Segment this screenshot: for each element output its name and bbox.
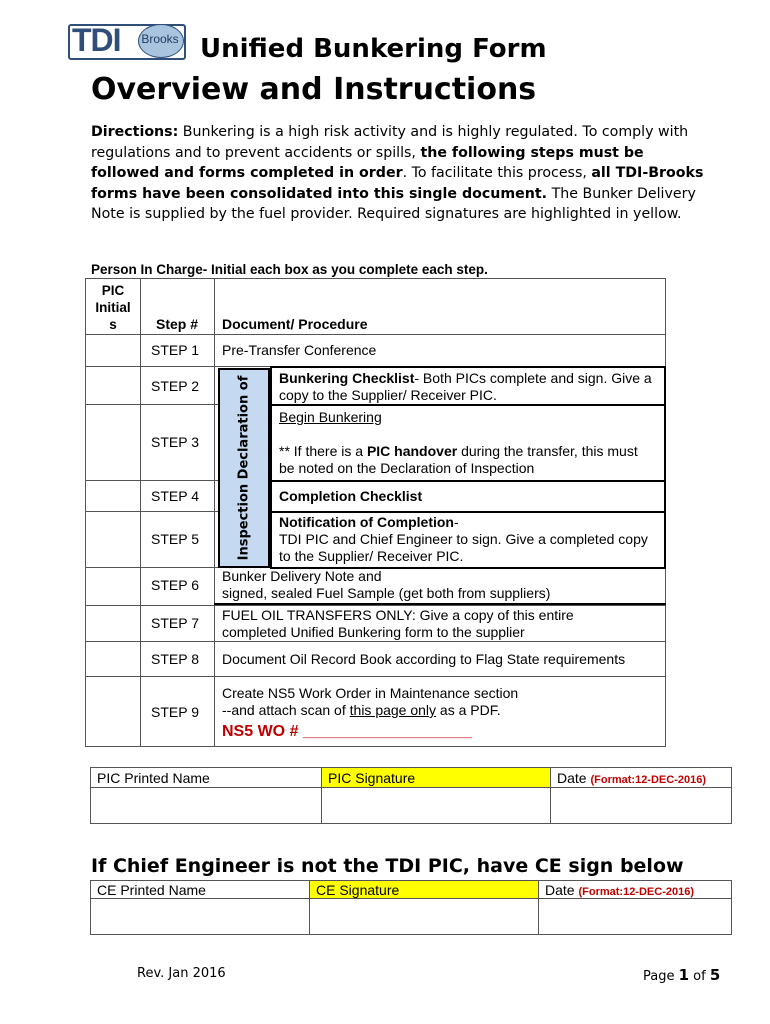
col-header-pic: PIC Initial s — [95, 283, 131, 332]
pic-initial-box-step-7[interactable] — [86, 606, 140, 641]
step-4-doc: Completion Checklist — [279, 488, 423, 504]
form-subtitle: Overview and Instructions — [91, 72, 537, 107]
ce-name-header: CE Printed Name — [91, 881, 310, 899]
ce-date-field[interactable] — [539, 899, 732, 935]
ce-name-field[interactable] — [91, 899, 310, 935]
step-label: STEP 8 — [151, 651, 199, 667]
pic-instruction: Person In Charge- Initial each box as you complete each step. — [91, 262, 488, 277]
pic-date-header: Date (Format:12-DEC-2016) — [551, 768, 732, 788]
step-label: STEP 7 — [151, 615, 199, 631]
step-3-doc-handover: ** If there is a PIC handover during the transfer, this must be noted on the Declaration of Inspection — [279, 443, 638, 476]
logo-text-tdi: TDI — [72, 22, 121, 58]
ce-signature-header: CE Signature — [310, 881, 539, 899]
directions-label: Directions: — [91, 124, 179, 140]
directions-text-1: Bunkering is a high risk activity and is highly regulated. To comply with regulations and to prevent accidents or spills, — [91, 124, 689, 161]
pic-signature-table — [90, 767, 732, 824]
directions-bold-1: the following steps must be followed and forms completed in order — [91, 144, 644, 182]
pic-initial-box-step-1[interactable] — [86, 335, 140, 366]
directions-text-2: . To facilitate this process, — [402, 165, 592, 182]
step-label: STEP 6 — [151, 577, 199, 593]
step-label: STEP 5 — [151, 531, 199, 547]
pic-name-header: PIC Printed Name — [91, 768, 322, 788]
col-header-doc: Document/ Procedure — [222, 316, 368, 332]
tdi-brooks-logo — [68, 22, 188, 62]
step-3-doc-begin: Begin Bunkering — [279, 409, 382, 425]
step-label: STEP 2 — [151, 378, 199, 394]
logo-text-brooks: Brooks — [141, 32, 179, 46]
pic-initial-box-step-2[interactable] — [86, 367, 140, 404]
footer-page-number: Page 1 of 5 — [643, 966, 721, 984]
form-title: Unified Bunkering Form — [200, 34, 547, 64]
step-7-doc: FUEL OIL TRANSFERS ONLY: Give a copy of this entire completed Unified Bunkering form to the supplier — [222, 607, 574, 640]
footer-revision: Rev. Jan 2016 — [137, 966, 226, 981]
ce-date-header: Date (Format:12-DEC-2016) — [539, 881, 732, 899]
pic-signature-header: PIC Signature — [322, 768, 551, 788]
directions-paragraph — [91, 122, 711, 225]
pic-initial-box-step-3[interactable] — [86, 405, 140, 480]
pic-signature-field[interactable] — [322, 788, 551, 824]
step-6-doc: Bunker Delivery Note and signed, sealed Fuel Sample (get both from suppliers) — [222, 568, 551, 601]
pic-initial-box-step-8[interactable] — [86, 642, 140, 676]
col-header-step: Step # — [156, 316, 199, 332]
step-label: STEP 4 — [151, 488, 199, 504]
pic-initial-box-step-9[interactable] — [86, 677, 140, 746]
inspection-declaration-label: Inspection Declaration of — [236, 375, 252, 561]
directions-text-3: The Bunker Delivery Note is supplied by the fuel provider. Required signatures are highlighted in yellow. — [91, 185, 696, 223]
pic-initial-box-step-4[interactable] — [86, 481, 140, 511]
ce-signature-table — [90, 880, 732, 935]
step-1-doc: Pre-Transfer Conference — [222, 342, 377, 358]
step-label: STEP 9 — [151, 704, 199, 720]
directions-bold-2: all TDI-Brooks forms have been consolidated into this single document. — [91, 165, 704, 202]
step-2-doc: Bunkering Checklist- Both PICs complete and sign. Give a copy to the Supplier/ Receiver PIC. — [279, 370, 652, 403]
pic-name-field[interactable] — [91, 788, 322, 824]
inspection-declaration-box — [218, 368, 270, 568]
step-label: STEP 3 — [151, 434, 199, 450]
ce-heading: If Chief Engineer is not the TDI PIC, have CE sign below — [91, 855, 684, 877]
ns5-wo-field[interactable]: NS5 WO # ___________________ — [222, 723, 472, 740]
step-8-doc: Document Oil Record Book according to Flag State requirements — [222, 651, 626, 667]
pic-initial-box-step-6[interactable] — [86, 568, 140, 605]
step-5-doc: Notification of Completion- TDI PIC and Chief Engineer to sign. Give a completed copy to the Supplier/ Receiver PIC. — [279, 514, 648, 564]
step-9-doc: Create NS5 Work Order in Maintenance section --and attach scan of this page only as a PDF. — [222, 685, 519, 718]
step-label: STEP 1 — [151, 342, 199, 358]
ce-signature-field[interactable] — [310, 899, 539, 935]
pic-initial-box-step-5[interactable] — [86, 512, 140, 567]
pic-date-field[interactable] — [551, 788, 732, 824]
